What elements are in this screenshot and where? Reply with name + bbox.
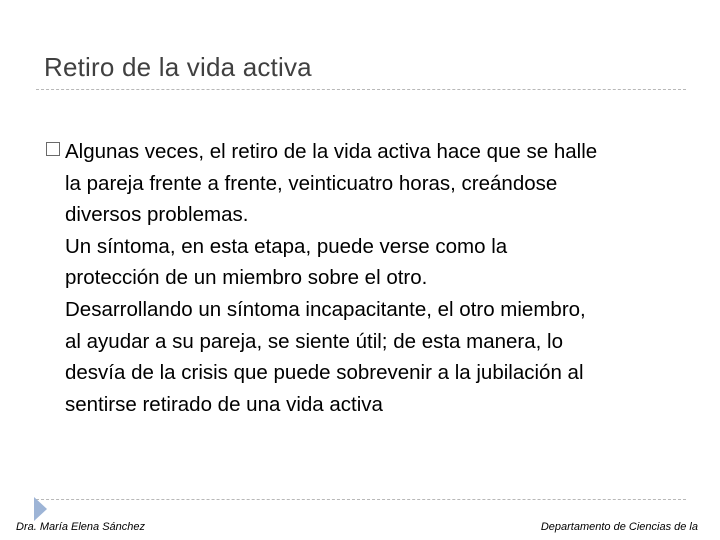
hollow-square-bullet-icon xyxy=(46,142,60,156)
bullet-line xyxy=(46,199,696,231)
bullet-line xyxy=(46,357,696,389)
bullet-text: protección de un miembro sobre el otro. xyxy=(65,266,428,290)
title-divider xyxy=(36,89,686,90)
bullet-text: sentirse retirado de una vida activa xyxy=(65,392,383,416)
bullet-line xyxy=(46,262,696,294)
footer-author: Dra. María Elena Sánchez xyxy=(16,521,146,533)
slide-title: Retiro de la vida activa xyxy=(44,52,312,82)
bullet-content xyxy=(46,136,696,420)
right-triangle-arrow-icon xyxy=(34,497,47,521)
bullet-line xyxy=(46,168,696,200)
bullet-line xyxy=(46,136,696,168)
bullet-text: al ayudar a su pareja, se siente útil; de esta manera, lo xyxy=(65,329,563,353)
bullet-text: diversos problemas. xyxy=(65,203,249,227)
footer-divider xyxy=(36,499,686,500)
bullet-text: la pareja frente a frente, veinticuatro horas, creándose xyxy=(65,171,558,195)
bullet-line xyxy=(46,389,696,421)
bullet-text: Algunas veces, el retiro de la vida activa hace que se halle xyxy=(65,140,598,163)
footer-department: Departamento de Ciencias de la xyxy=(540,521,698,533)
bullet-text: Desarrollando un síntoma incapacitante, el otro miembro, xyxy=(65,297,586,321)
bullet-line xyxy=(46,231,696,263)
bullet-line xyxy=(46,294,696,326)
bullet-line xyxy=(46,326,696,358)
bullet-text: desvía de la crisis que puede sobrevenir a la jubilación al xyxy=(65,361,584,385)
bullet-text: Un síntoma, en esta etapa, puede verse como la xyxy=(65,234,508,258)
